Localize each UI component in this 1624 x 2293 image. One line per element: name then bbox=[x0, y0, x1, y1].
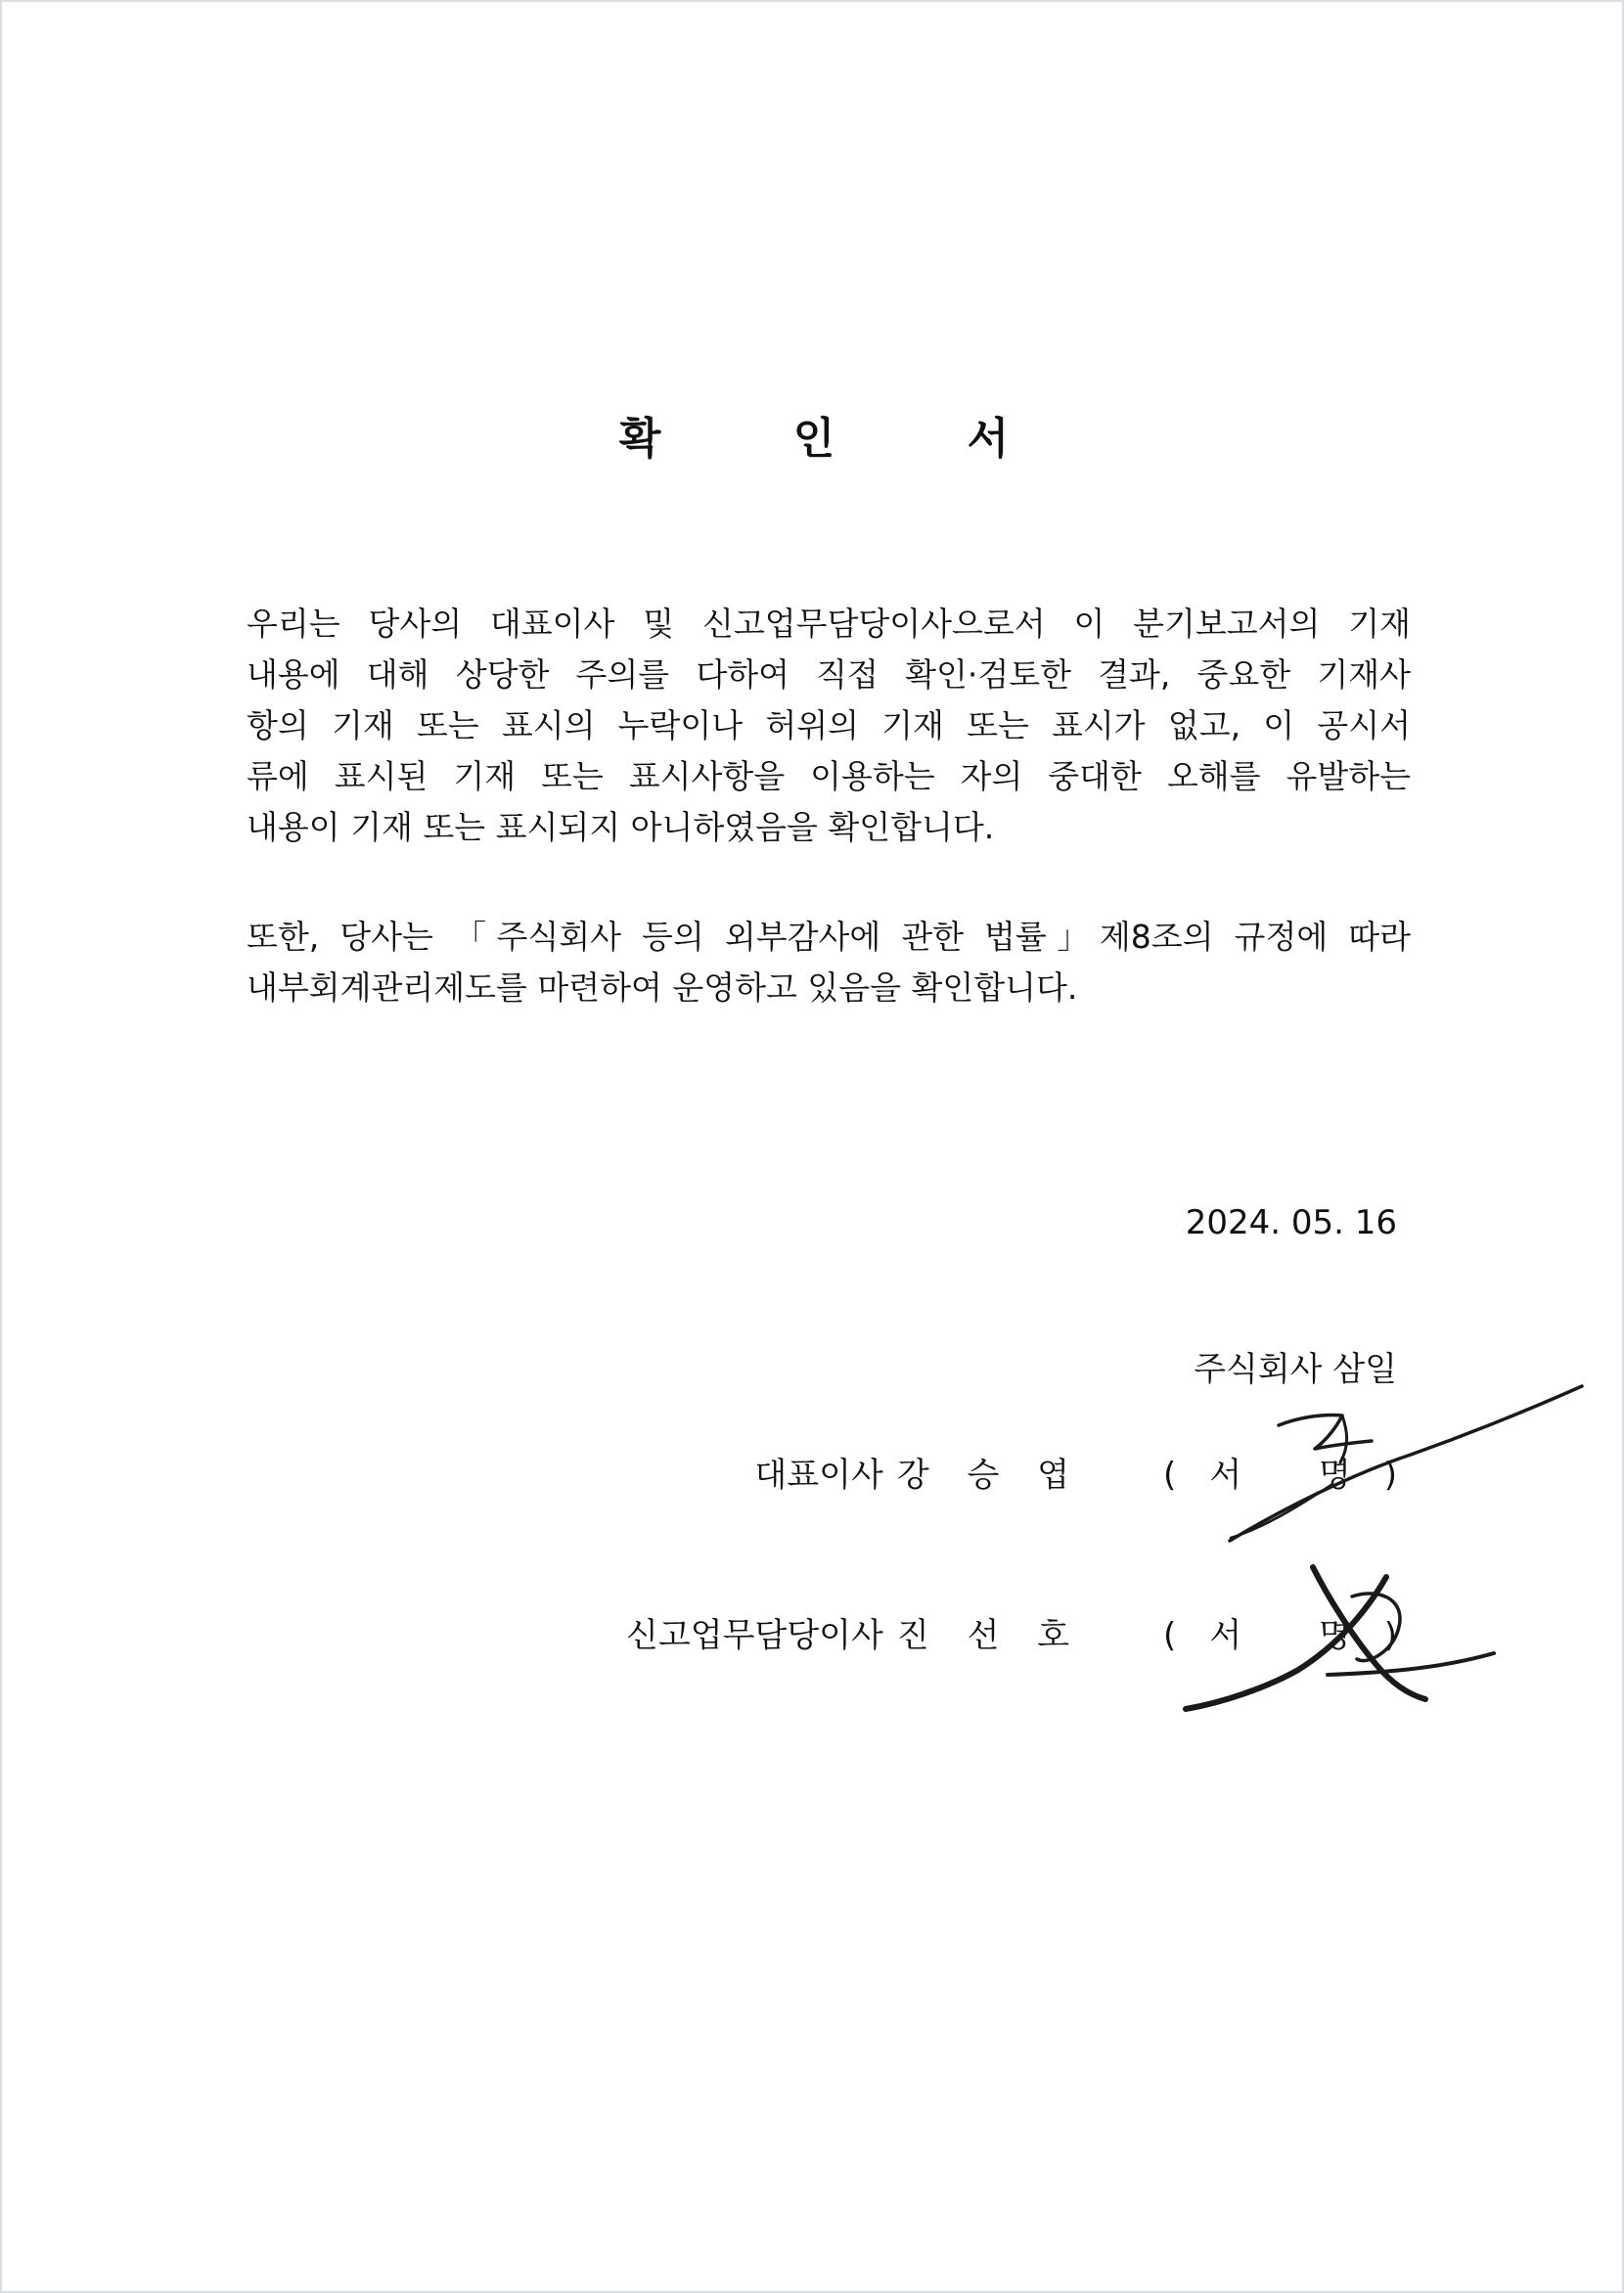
document-date: 2024. 05. 16 bbox=[1185, 1203, 1397, 1242]
signature-label: (서 명) bbox=[1162, 1456, 1430, 1495]
signatory-name: 강 승 엽 bbox=[896, 1456, 1083, 1495]
signature-stroke bbox=[1279, 1415, 1372, 1449]
document-title: 확 인 서 bbox=[618, 414, 1068, 464]
signatory-role: 대표이사 bbox=[754, 1456, 883, 1495]
paragraph-line: 내용에 대해 상당한 주의를 다하여 직접 확인·검토한 결과, 중요한 기재사 bbox=[247, 655, 1411, 694]
paragraph-internal-control bbox=[247, 912, 1411, 1013]
paragraph-line: 우리는 당사의 대표이사 및 신고업무담당이사으로서 이 분기보고서의 기재 bbox=[247, 605, 1411, 643]
paragraph-line: 또한, 당사는 「주식회사 등의 외부감사에 관한 법률」제8조의 규정에 따라 bbox=[247, 918, 1411, 956]
paragraph-line: 내용이 기재 또는 표시되지 아니하였음을 확인합니다. bbox=[247, 808, 995, 846]
signatory-disclosure-director bbox=[626, 1608, 1430, 1656]
paragraph-confirmation bbox=[247, 599, 1411, 853]
signatory-role: 신고업무담당이사 bbox=[626, 1616, 883, 1655]
paragraph-line: 항의 기재 또는 표시의 누락이나 허위의 기재 또는 표시가 없고, 이 공시서 bbox=[247, 706, 1411, 744]
paragraph-line: 내부회계관리제도를 마련하여 운영하고 있음을 확인합니다. bbox=[247, 968, 1078, 1007]
paragraph-line: 류에 표시된 기재 또는 표시사항을 이용하는 자의 중대한 오해를 유발하는 bbox=[247, 757, 1411, 795]
company-name: 주식회사 삼일 bbox=[1194, 1350, 1397, 1389]
signatory-name: 진 선 호 bbox=[896, 1616, 1083, 1655]
signatory-ceo bbox=[754, 1448, 1430, 1496]
signature-label: (서 명) bbox=[1162, 1616, 1430, 1655]
signature-stroke bbox=[1328, 1653, 1494, 1675]
